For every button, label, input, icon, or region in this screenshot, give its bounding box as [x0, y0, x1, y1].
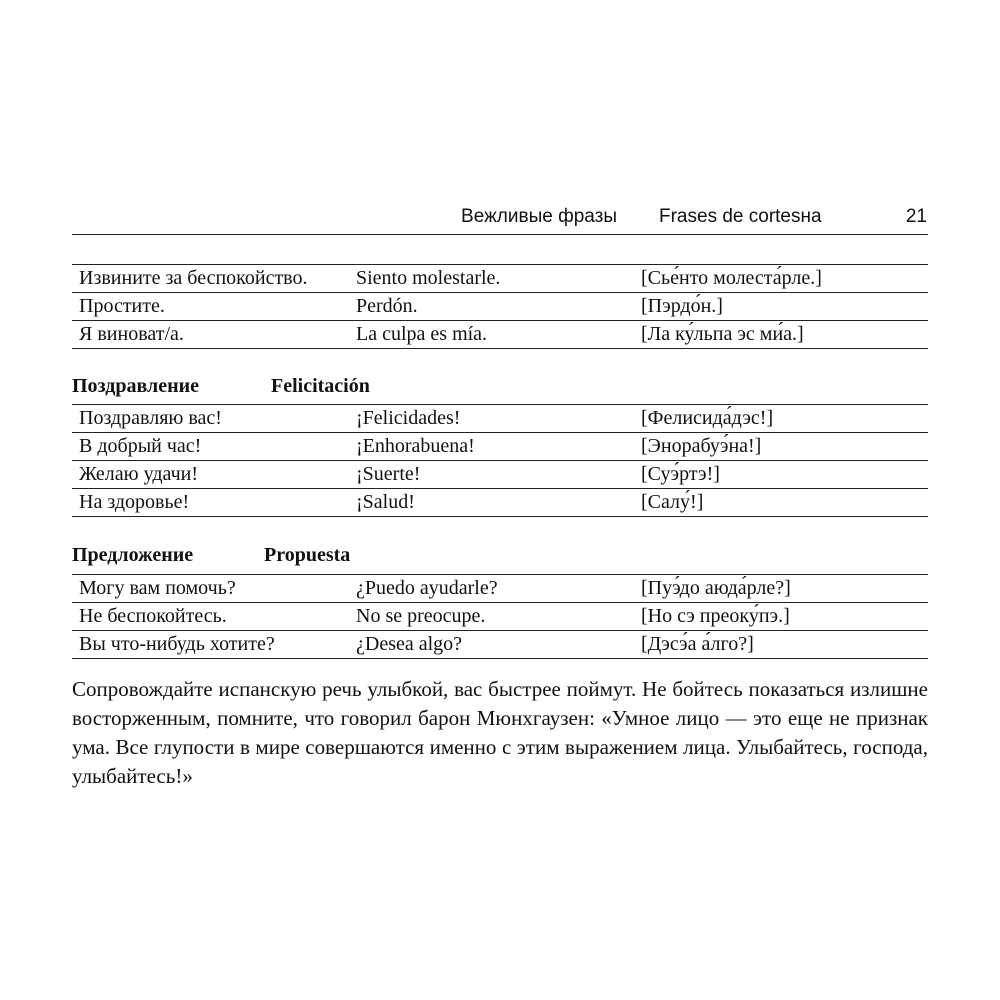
phrase-transcription: [Салу́!] — [634, 489, 928, 517]
section-heading-ru: Поздравление — [72, 375, 200, 397]
phrase-ru: Желаю удачи! — [72, 461, 349, 489]
phrase-es: No se preocupe. — [349, 603, 634, 631]
table-row — [72, 293, 928, 321]
running-header — [72, 204, 928, 235]
page-number: 21 — [905, 206, 927, 227]
phrase-transcription: [Энорабуэ́на!] — [634, 433, 928, 461]
phrase-ru: Простите. — [72, 293, 349, 321]
phrase-transcription: [Фелисида́дэс!] — [634, 405, 928, 433]
phrase-ru: Не беспокойтесь. — [72, 603, 349, 631]
phrase-ru: В добрый час! — [72, 433, 349, 461]
phrase-transcription: [Сье́нто молеста́рле.] — [634, 265, 928, 293]
phrase-ru: Извините за беспокойство. — [72, 265, 349, 293]
table-row — [72, 603, 928, 631]
phrase-transcription: [Пэрдо́н.] — [634, 293, 928, 321]
phrase-es: ¿Puedo ayudarle? — [349, 575, 634, 603]
proposal-phrase-table — [72, 574, 928, 659]
phrase-es: Siento molestarle. — [349, 265, 634, 293]
phrase-es: ¡Salud! — [349, 489, 634, 517]
section-heading-ru: Предложение — [72, 544, 194, 566]
table-row — [72, 321, 928, 349]
congrats-phrase-table — [72, 404, 928, 517]
section-heading-es: Felicitación — [271, 375, 370, 397]
table-row — [72, 631, 928, 659]
phrase-transcription: [Ла ку́льпа эс ми́а.] — [634, 321, 928, 349]
phrase-es: Perdón. — [349, 293, 634, 321]
table-row — [72, 433, 928, 461]
phrase-transcription: [Но сэ преоку́пэ.] — [634, 603, 928, 631]
phrase-ru: Вы что-нибудь хотите? — [72, 631, 349, 659]
table-row — [72, 489, 928, 517]
phrase-es: ¡Felicidades! — [349, 405, 634, 433]
phrase-ru: Поздравляю вас! — [72, 405, 349, 433]
section-heading-es: Propuesta — [264, 544, 351, 566]
table-row — [72, 575, 928, 603]
phrase-ru: Могу вам помочь? — [72, 575, 349, 603]
table-row — [72, 461, 928, 489]
header-title-es: Frases de cortesнa — [659, 206, 822, 227]
phrase-transcription: [Пуэ́до аюда́рле?] — [634, 575, 928, 603]
phrase-es: ¿Desea algo? — [349, 631, 634, 659]
phrase-transcription: [Дэсэ́а а́лго?] — [634, 631, 928, 659]
closing-paragraph: Сопровождайте испанскую речь улыбкой, вас быстрее поймут. Не бойтесь показаться излишне восторженным, помните, что говорил барон Мюнхгаузен: «Умное лицо — это еще не признак ума. Все глупости в мире совершаются именно с этим выражением лица. Улыбайтесь, господа, улыбайтесь!» — [72, 677, 928, 788]
table-row — [72, 405, 928, 433]
apology-phrase-table — [72, 264, 928, 349]
table-row — [72, 265, 928, 293]
phrase-es: La culpa es mía. — [349, 321, 634, 349]
phrase-es: ¡Suerte! — [349, 461, 634, 489]
header-title-ru: Вежливые фразы — [461, 206, 617, 227]
phrase-ru: На здоровье! — [72, 489, 349, 517]
phrase-transcription: [Суэ́ртэ!] — [634, 461, 928, 489]
phrase-es: ¡Enhorabuena! — [349, 433, 634, 461]
phrase-ru: Я виноват/а. — [72, 321, 349, 349]
